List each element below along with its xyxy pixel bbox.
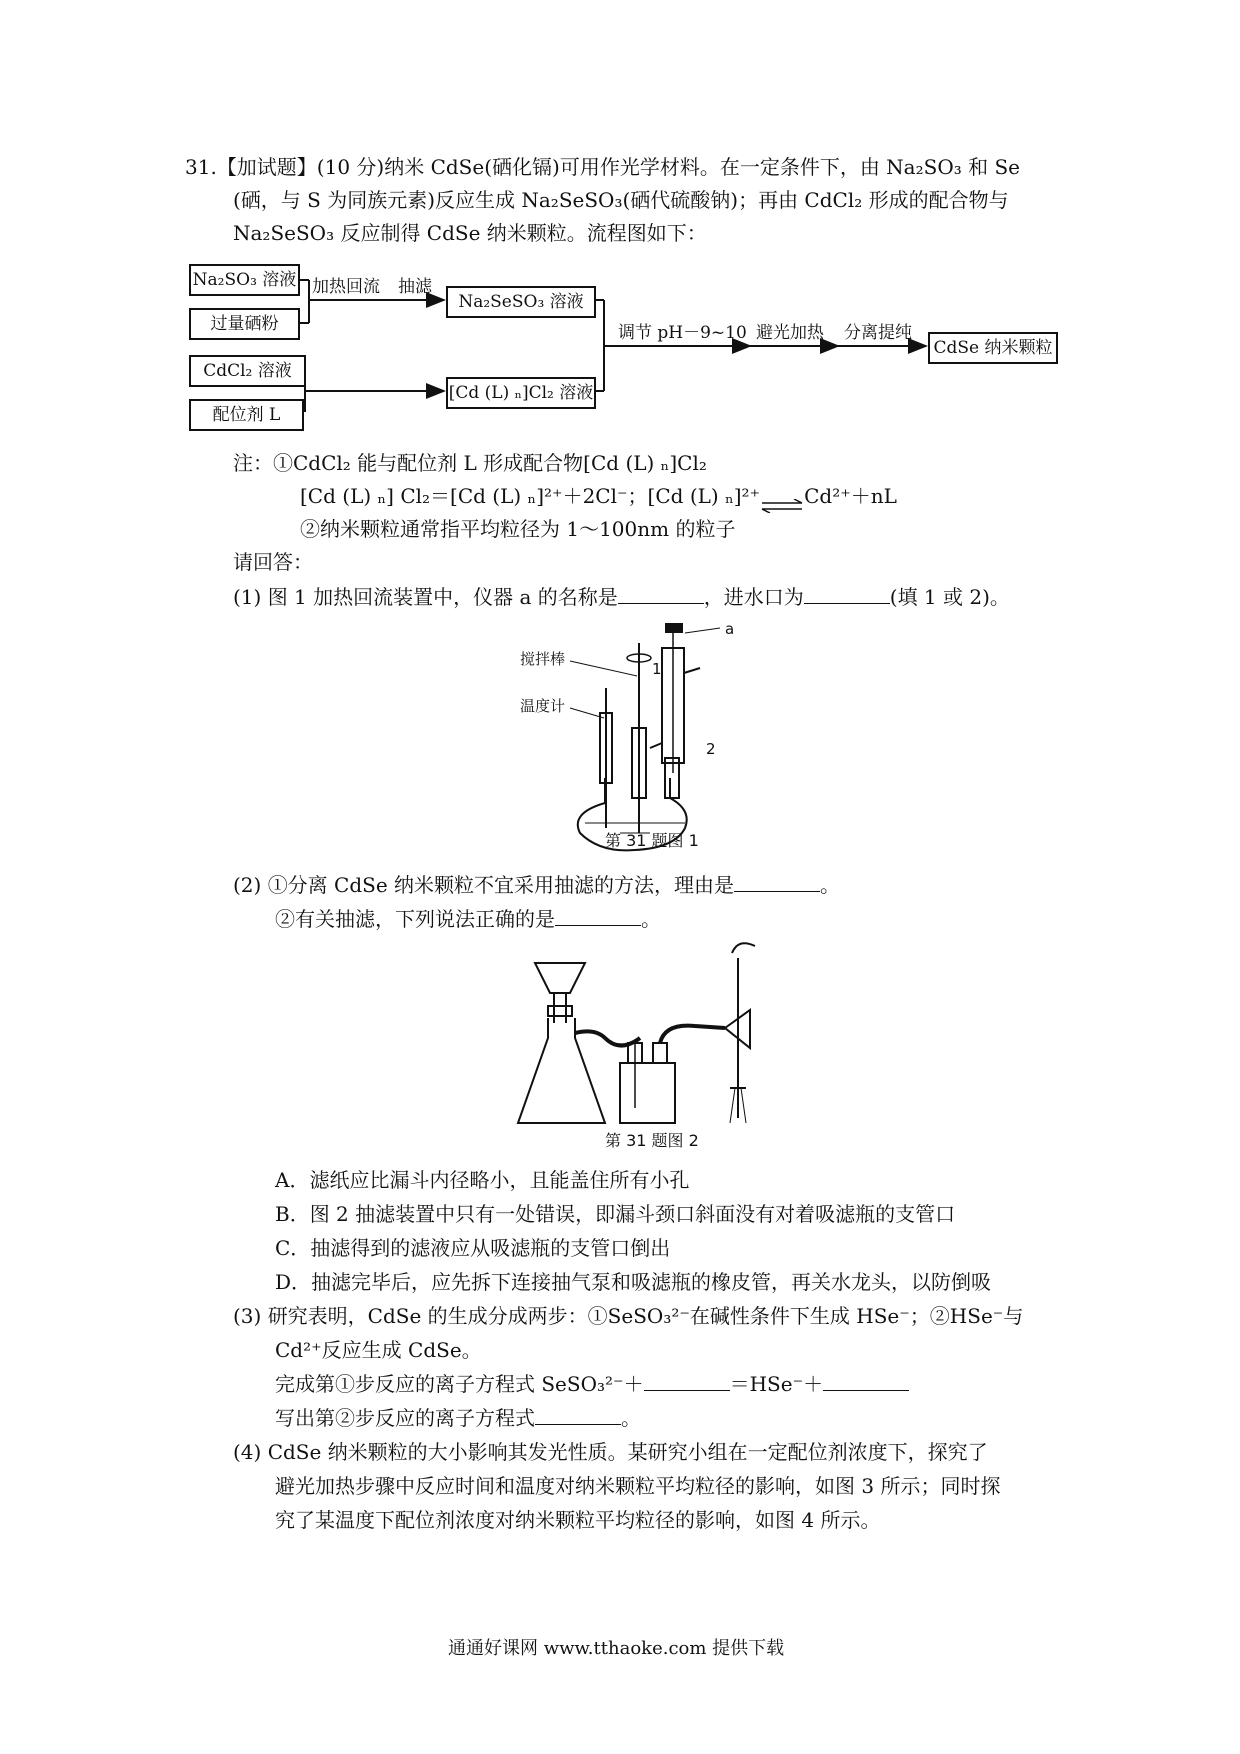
answer-prompt: 请回答：: [233, 550, 313, 574]
answer-blank-instrument-a[interactable]: [618, 585, 704, 604]
flow-box-cdcl2: CdCl₂ 溶液: [189, 355, 306, 387]
figure-1-label-a: a: [725, 620, 735, 638]
note-2: ②纳米颗粒通常指平均粒径为 1～100nm 的粒子: [300, 517, 736, 541]
figure-1-label-1: 1: [652, 660, 662, 678]
question-3-line4-text: 写出第②步反应的离子方程式: [275, 1406, 535, 1430]
figure-1-reflux-apparatus: [510, 618, 760, 853]
note-1: 注：①CdCl₂ 能与配位剂 L 形成配合物[Cd (L) ₙ]Cl₂: [233, 451, 707, 475]
figure-1-label-2: 2: [706, 740, 716, 758]
figure-1-label-stirrer: 搅拌棒: [520, 650, 566, 668]
question-2-line1-end: 。: [820, 873, 841, 897]
question-2-line2: [275, 904, 661, 934]
flow-box-ligand: 配位剂 L: [189, 399, 304, 431]
flow-step-filter: 抽滤: [398, 277, 432, 297]
flow-box-na2so3: Na₂SO₃ 溶液: [189, 264, 300, 296]
equilibrium-arrow-icon: [760, 491, 804, 505]
note-1-equation-right: Cd²⁺＋nL: [804, 484, 897, 508]
question-intro-line3: Na₂SeSO₃ 反应制得 CdSe 纳米颗粒。流程图如下：: [233, 221, 707, 245]
note-1-equation: [300, 481, 897, 511]
question-3-line3: [275, 1369, 909, 1399]
figure-2-suction-filtration: [510, 938, 770, 1153]
option-c: C．抽滤得到的滤液应从吸滤瓶的支管口倒出: [275, 1236, 671, 1260]
question-4-line1: (4) CdSe 纳米颗粒的大小影响其发光性质。某研究小组在一定配位剂浓度下，探究了: [233, 1440, 988, 1464]
question-1: [233, 582, 1010, 612]
figure-1-label-thermometer: 温度计: [520, 697, 566, 715]
question-3-line3-mid: ＝HSe⁻＋: [729, 1372, 824, 1396]
question-2-line2-end: 。: [641, 907, 661, 931]
question-1-text-a: (1) 图 1 加热回流装置中，仪器 a 的名称是: [233, 585, 618, 609]
answer-blank-filter-reason[interactable]: [734, 873, 820, 892]
question-intro-line2: (硒，与 S 为同族元素)反应生成 Na₂SeSO₃(硒代硫酸钠)；再由 CdCl₂ 形成的配合物与: [233, 188, 1009, 212]
figure-1-caption: 第 31 题图 1: [605, 831, 699, 850]
question-intro-line1: 31.【加试题】(10 分)纳米 CdSe(硒化镉)可用作光学材料。在一定条件下，由 Na₂SO₃ 和 Se: [185, 155, 1020, 179]
option-d: D．抽滤完毕后，应先拆下连接抽气泵和吸滤瓶的橡皮管，再关水龙头，以防倒吸: [275, 1270, 992, 1294]
question-1-text-b: ，进水口为: [703, 585, 804, 609]
answer-blank-water-inlet[interactable]: [804, 585, 890, 604]
flow-box-na2seso3: Na₂SeSO₃ 溶液: [446, 286, 596, 318]
question-3-line3-text: 完成第①步反应的离子方程式 SeSO₃²⁻＋: [275, 1372, 644, 1396]
flow-box-product: CdSe 纳米颗粒: [928, 332, 1058, 364]
question-2-line1-text: (2) ①分离 CdSe 纳米颗粒不宜采用抽滤的方法，理由是: [233, 873, 735, 897]
question-1-text-c: (填 1 或 2)。: [889, 585, 1010, 609]
flow-step-separate: 分离提纯: [844, 323, 912, 343]
question-2-line2-text: ②有关抽滤，下列说法正确的是: [275, 907, 555, 931]
question-3-line2: Cd²⁺反应生成 CdSe。: [275, 1338, 482, 1362]
question-3-line4: [275, 1403, 641, 1433]
question-3-line1: (3) 研究表明，CdSe 的生成分成两步：①SeSO₃²⁻在碱性条件下生成 HSe⁻；②HSe⁻与: [233, 1304, 1024, 1328]
suction-filtration-drawing: [510, 938, 770, 1153]
question-2-line1: [233, 870, 840, 900]
option-a: A．滤纸应比漏斗内径略小，且能盖住所有小孔: [275, 1168, 690, 1192]
question-4-line3: 究了某温度下配位剂浓度对纳米颗粒平均粒径的影响，如图 4 所示。: [275, 1508, 881, 1532]
answer-blank-step1-product[interactable]: [823, 1372, 909, 1391]
flow-box-se-powder: 过量硒粉: [189, 308, 300, 340]
flow-box-complex: [Cd (L) ₙ]Cl₂ 溶液: [446, 377, 596, 409]
answer-blank-step1-reactant[interactable]: [644, 1372, 730, 1391]
option-b: B．图 2 抽滤装置中只有一处错误，即漏斗颈口斜面没有对着吸滤瓶的支管口: [275, 1202, 956, 1226]
answer-blank-step2-equation[interactable]: [535, 1406, 621, 1425]
flow-step-reflux: 加热回流: [312, 277, 380, 297]
page-footer: 通通好课网 www.tthaoke.com 提供下载: [448, 1638, 785, 1659]
flow-step-heat: 避光加热: [756, 323, 824, 343]
figure-2-caption: 第 31 题图 2: [605, 1131, 699, 1150]
question-4-line2: 避光加热步骤中反应时间和温度对纳米颗粒平均粒径的影响，如图 3 所示；同时探: [275, 1474, 1001, 1498]
answer-blank-filter-correct[interactable]: [555, 907, 641, 926]
flow-step-ph: 调节 pH－9~10: [618, 323, 747, 343]
note-1-equation-left: [Cd (L) ₙ] Cl₂＝[Cd (L) ₙ]²⁺＋2Cl⁻；[Cd (L) ₙ]²⁺: [300, 484, 761, 508]
question-3-line4-end: 。: [621, 1406, 641, 1430]
